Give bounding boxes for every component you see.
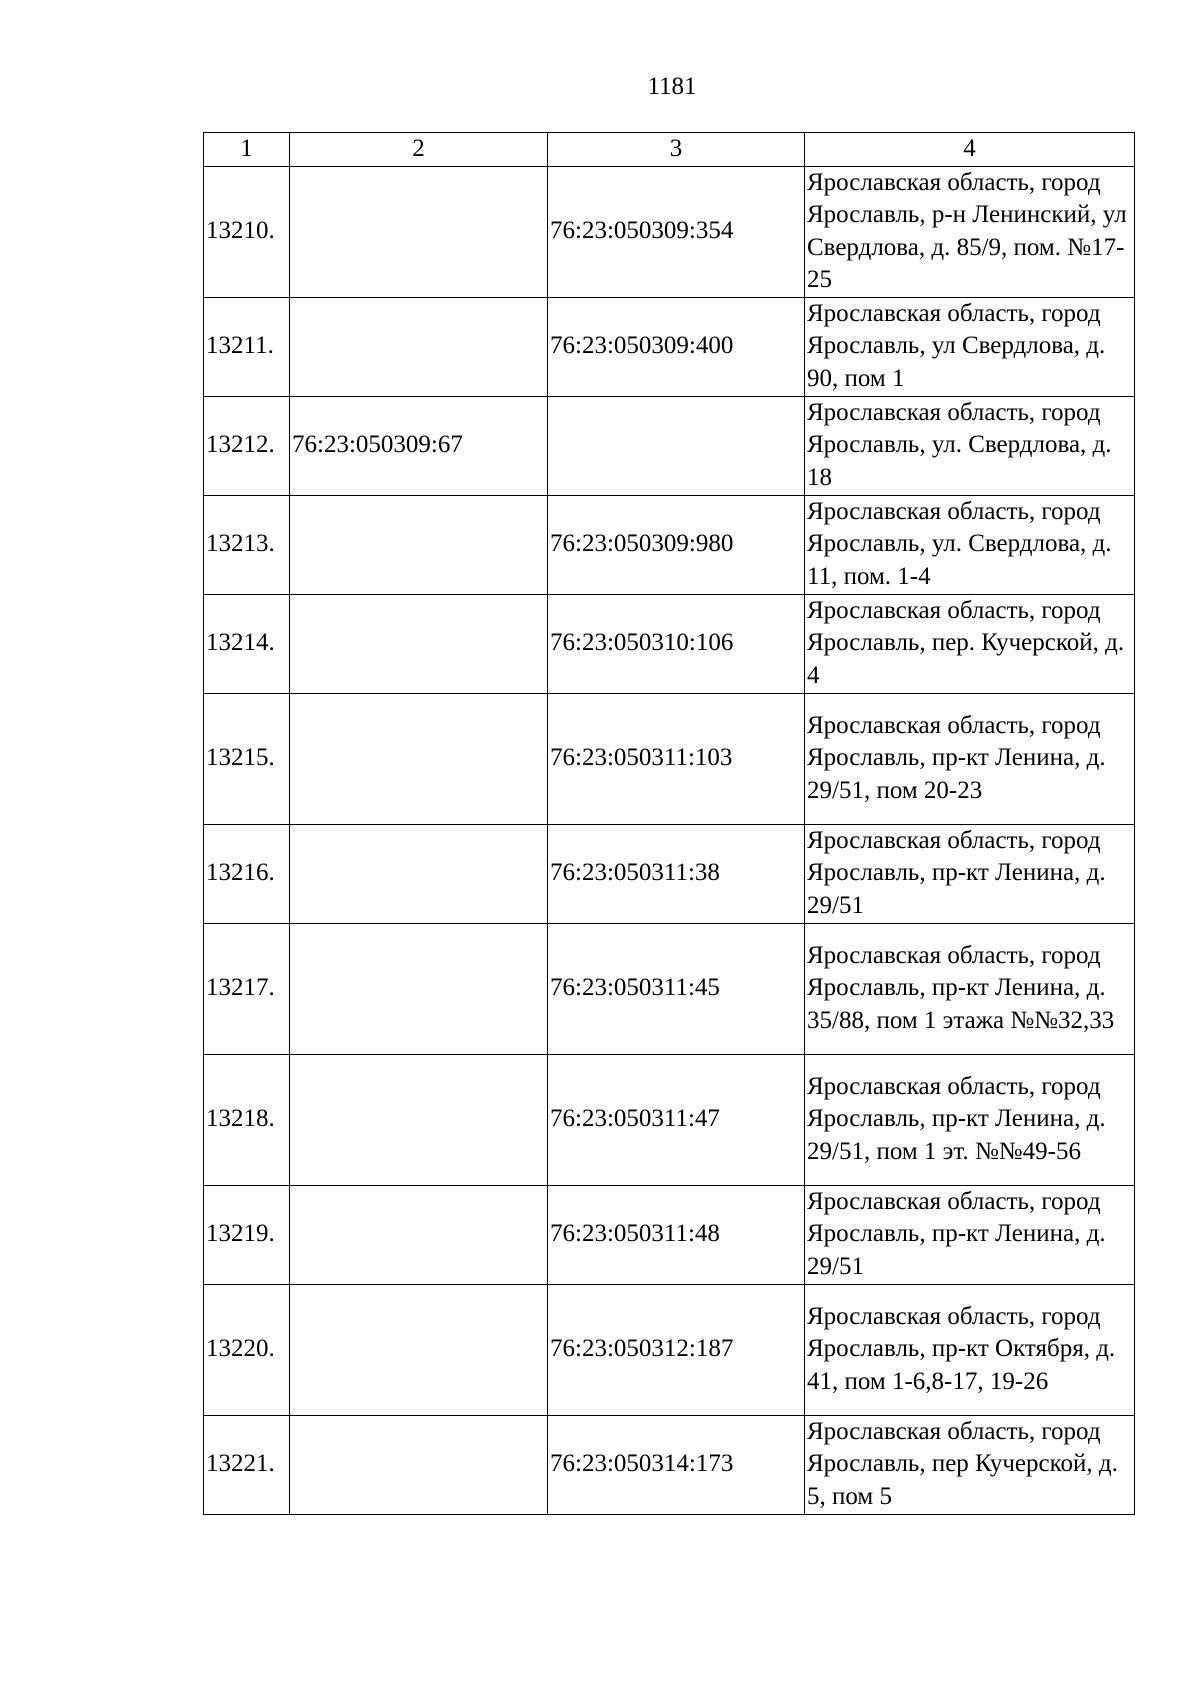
table-row — [204, 166, 1135, 297]
cadastral-number-col2 — [290, 594, 548, 693]
header-row — [204, 133, 1135, 167]
table-row — [204, 923, 1135, 1054]
cadastral-number-col3: 76:23:050310:106 — [548, 594, 805, 693]
page-number: 1181 — [647, 73, 697, 100]
cadastral-number-col2 — [290, 1054, 548, 1185]
address: Ярославская область, город Ярославль, р-н Ленинский, ул Свердлова, д. 85/9, пом. №17-25 — [805, 166, 1135, 297]
table-row — [204, 1054, 1135, 1185]
row-number: 13221. — [204, 1415, 290, 1514]
cadastral-number-col3: 76:23:050309:354 — [548, 166, 805, 297]
table-row — [204, 1185, 1135, 1284]
table-row — [204, 693, 1135, 824]
cadastral-number-col2 — [290, 1185, 548, 1284]
cadastral-number-col3: 76:23:050311:48 — [548, 1185, 805, 1284]
cadastral-number-col2 — [290, 1415, 548, 1514]
row-number: 13216. — [204, 824, 290, 923]
row-number: 13215. — [204, 693, 290, 824]
header-cell-2: 2 — [290, 133, 548, 167]
table-row — [204, 594, 1135, 693]
address: Ярославская область, город Ярославль, пр-кт Ленина, д. 29/51, пом 20-23 — [805, 693, 1135, 824]
table-row — [204, 1415, 1135, 1514]
address: Ярославская область, город Ярославль, пер. Кучерской, д. 4 — [805, 594, 1135, 693]
address: Ярославская область, город Ярославль, пр-кт Октября, д. 41, пом 1-6,8-17, 19-26 — [805, 1284, 1135, 1415]
header-cell-4: 4 — [805, 133, 1135, 167]
address: Ярославская область, город Ярославль, пр-кт Ленина, д. 35/88, пом 1 этажа №№32,33 — [805, 923, 1135, 1054]
row-number: 13213. — [204, 495, 290, 594]
address: Ярославская область, город Ярославль, ул Свердлова, д. 90, пом 1 — [805, 297, 1135, 396]
cadastral-number-col3: 76:23:050311:47 — [548, 1054, 805, 1185]
header-cell-1: 1 — [204, 133, 290, 167]
cadastral-number-col2: 76:23:050309:67 — [290, 396, 548, 495]
cadastral-number-col2 — [290, 693, 548, 824]
row-number: 13219. — [204, 1185, 290, 1284]
address: Ярославская область, город Ярославль, ул. Свердлова, д. 18 — [805, 396, 1135, 495]
cadastral-number-col3 — [548, 396, 805, 495]
cadastral-number-col3: 76:23:050309:980 — [548, 495, 805, 594]
table-row — [204, 396, 1135, 495]
cadastral-number-col3: 76:23:050311:45 — [548, 923, 805, 1054]
row-number: 13211. — [204, 297, 290, 396]
table-row — [204, 495, 1135, 594]
cadastral-number-col3: 76:23:050311:103 — [548, 693, 805, 824]
address: Ярославская область, город Ярославль, пр-кт Ленина, д. 29/51 — [805, 824, 1135, 923]
row-number: 13217. — [204, 923, 290, 1054]
table-row — [204, 1284, 1135, 1415]
address: Ярославская область, город Ярославль, пр-кт Ленина, д. 29/51 — [805, 1185, 1135, 1284]
cadastral-number-col2 — [290, 166, 548, 297]
cadastral-number-col3: 76:23:050312:187 — [548, 1284, 805, 1415]
header-cell-3: 3 — [548, 133, 805, 167]
table-row — [204, 824, 1135, 923]
row-number: 13218. — [204, 1054, 290, 1185]
row-number: 13214. — [204, 594, 290, 693]
address: Ярославская область, город Ярославль, пер Кучерской, д. 5, пом 5 — [805, 1415, 1135, 1514]
cadastral-number-col3: 76:23:050311:38 — [548, 824, 805, 923]
row-number: 13212. — [204, 396, 290, 495]
cadastral-number-col2 — [290, 297, 548, 396]
cadastral-number-col2 — [290, 923, 548, 1054]
address: Ярославская область, город Ярославль, пр-кт Ленина, д. 29/51, пом 1 эт. №№49-56 — [805, 1054, 1135, 1185]
cadastral-number-col3: 76:23:050314:173 — [548, 1415, 805, 1514]
cadastral-number-col2 — [290, 1284, 548, 1415]
register-table — [203, 132, 1135, 1515]
table-row — [204, 297, 1135, 396]
row-number: 13210. — [204, 166, 290, 297]
cadastral-number-col2 — [290, 824, 548, 923]
cadastral-number-col2 — [290, 495, 548, 594]
address: Ярославская область, город Ярославль, ул. Свердлова, д. 11, пом. 1-4 — [805, 495, 1135, 594]
cadastral-number-col3: 76:23:050309:400 — [548, 297, 805, 396]
row-number: 13220. — [204, 1284, 290, 1415]
